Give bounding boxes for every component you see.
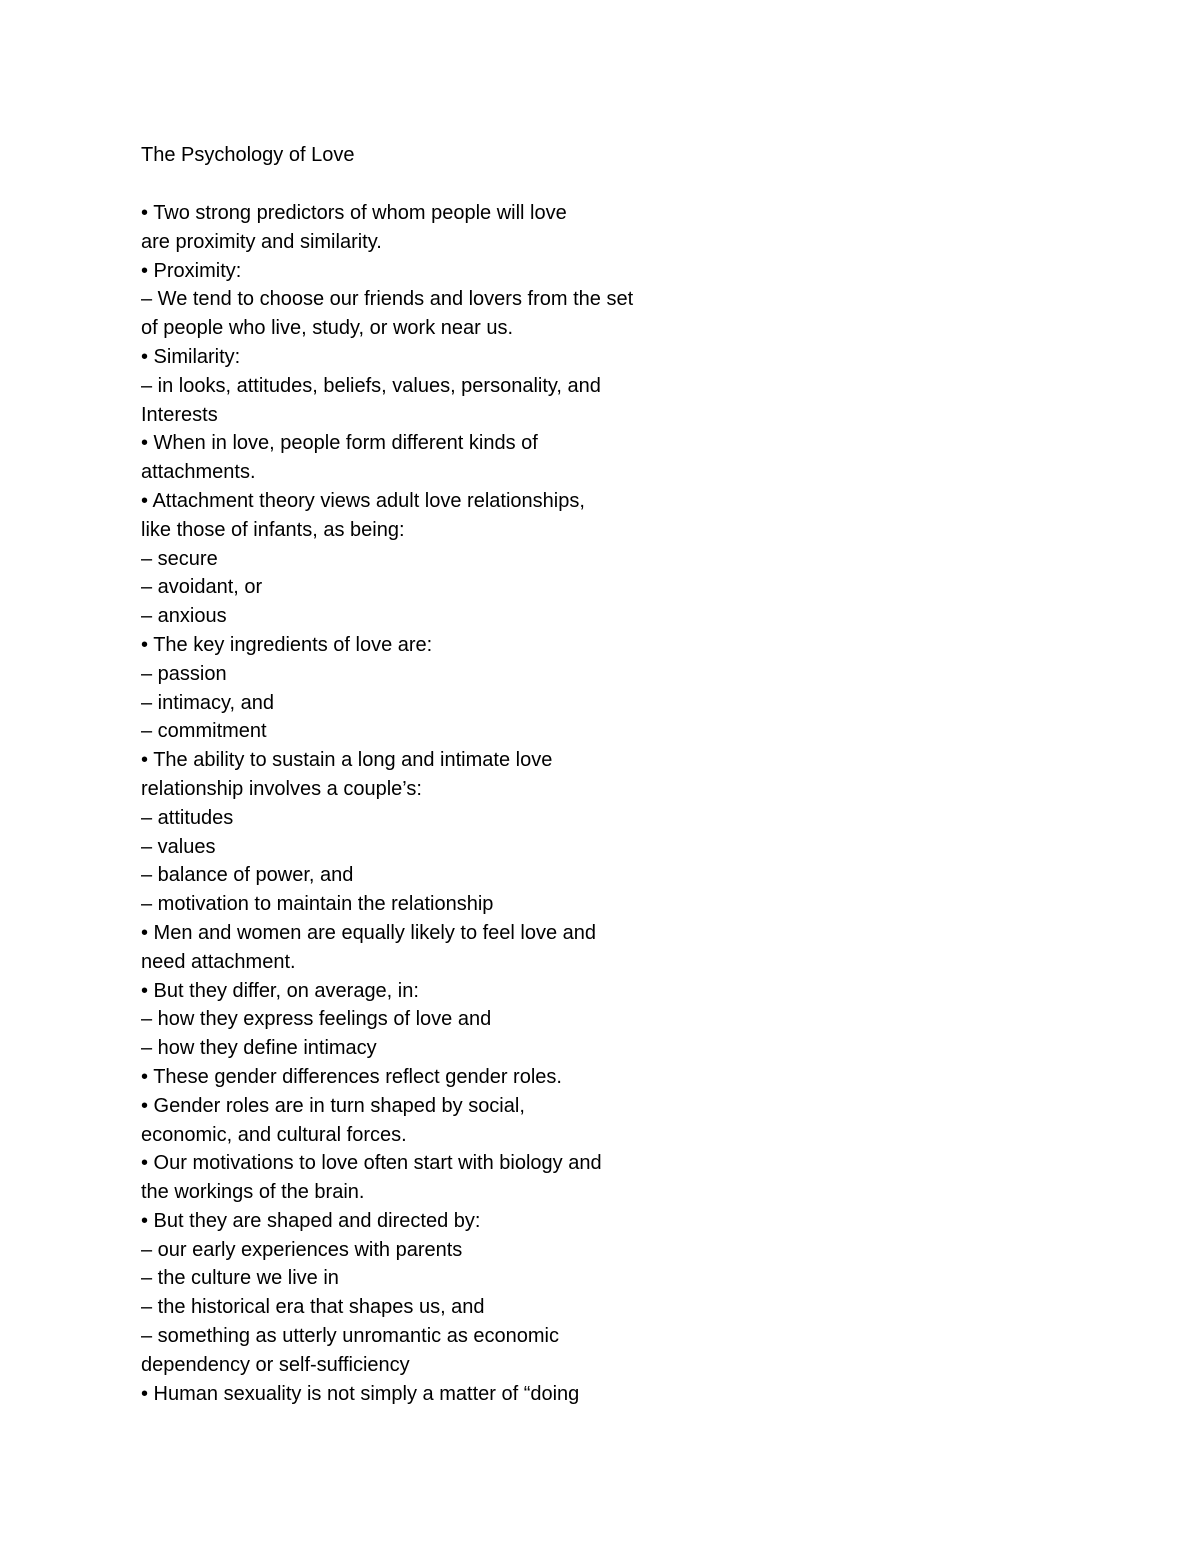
document-line: the workings of the brain. <box>141 1181 365 1204</box>
document-line: attachments. <box>141 461 256 484</box>
document-line: • Proximity: <box>141 259 242 282</box>
document-line: like those of infants, as being: <box>141 518 405 541</box>
document-line: – the culture we live in <box>141 1267 339 1290</box>
document-title: The Psychology of Love <box>141 144 355 166</box>
document-line: – motivation to maintain the relationship <box>141 893 494 916</box>
document-line: – balance of power, and <box>141 864 354 887</box>
document-line: – something as utterly unromantic as economic <box>141 1325 559 1348</box>
document-line: – how they express feelings of love and <box>141 1008 492 1031</box>
document-line: • But they differ, on average, in: <box>141 979 419 1002</box>
document-line: – the historical era that shapes us, and <box>141 1296 485 1319</box>
document-line: • The ability to sustain a long and intimate love <box>141 749 553 772</box>
document-line: – passion <box>141 662 227 685</box>
document-line: – in looks, attitudes, beliefs, values, personality, and <box>141 374 601 397</box>
document-line: dependency or self-sufficiency <box>141 1353 410 1376</box>
document-line: • But they are shaped and directed by: <box>141 1209 481 1232</box>
document-lines <box>141 199 1061 1408</box>
document-line: • Gender roles are in turn shaped by social, <box>141 1094 525 1117</box>
document-line: • Similarity: <box>141 345 241 368</box>
document-line: of people who live, study, or work near us. <box>141 317 514 340</box>
document-body <box>141 141 1061 1408</box>
document-line: Interests <box>141 403 218 426</box>
document-line: • These gender differences reflect gender roles. <box>141 1065 562 1088</box>
document-line: • Our motivations to love often start with biology and <box>141 1152 602 1175</box>
document-line: • Two strong predictors of whom people will love <box>141 202 567 224</box>
document-line: – our early experiences with parents <box>141 1238 463 1261</box>
document-line: – secure <box>141 547 218 570</box>
document-line: – intimacy, and <box>141 691 275 714</box>
document-line: – anxious <box>141 605 227 628</box>
document-line: relationship involves a couple’s: <box>141 777 422 800</box>
document-line: – commitment <box>141 720 267 743</box>
document-line: economic, and cultural forces. <box>141 1123 407 1146</box>
document-line: • Men and women are equally likely to feel love and <box>141 921 597 944</box>
document-line: need attachment. <box>141 950 296 973</box>
document-line: • Attachment theory views adult love relationships, <box>141 489 585 512</box>
document-line: – avoidant, or <box>141 576 263 599</box>
document-line: – We tend to choose our friends and lovers from the set <box>141 288 634 311</box>
document-line: – values <box>141 835 216 858</box>
document-line: • When in love, people form different kinds of <box>141 432 538 455</box>
document-line: are proximity and similarity. <box>141 230 382 253</box>
document-line: – how they define intimacy <box>141 1037 377 1060</box>
document-line: • The key ingredients of love are: <box>141 633 433 656</box>
document-line: • Human sexuality is not simply a matter of “doing <box>141 1382 580 1405</box>
document-line: – attitudes <box>141 806 234 829</box>
